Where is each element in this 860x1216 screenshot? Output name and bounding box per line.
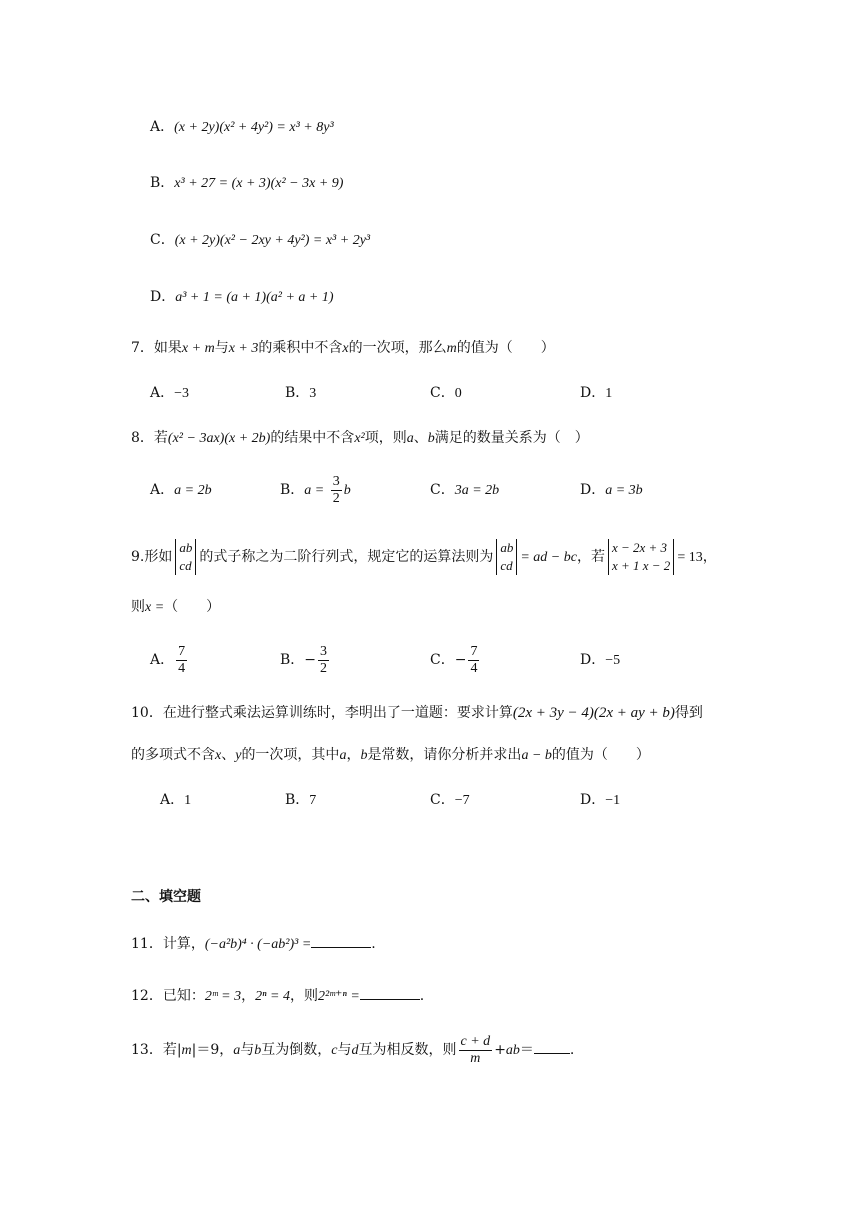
q9-determinant-3: x − 2x + 3 x + 1 x − 2 xyxy=(608,539,674,575)
q9-determinant-1: ab cd xyxy=(175,539,196,575)
q6-option-c: C．(x + 2y)(x² − 2xy + 4y²) = x³ + 2y³ xyxy=(150,232,371,248)
q13-stem: 13．若|m|＝9，a与b互为倒数，c与d互为相反数，则 $\frac{c + d}{m}$ +ab＝ . xyxy=(131,1033,575,1066)
section-fill-in-title: 二、填空题 xyxy=(131,889,201,905)
q7-stem: 7．如果x + m与x + 3的乘积中不含x的一次项，那么m的值为（ ） xyxy=(131,340,555,356)
q8-stem: 8．若(x² − 3ax)(x + 2b)的结果中不含x²项，则a、b满足的数量关系为（ ） xyxy=(131,430,589,446)
q6-option-b: B．x³ + 27 = (x + 3)(x² − 3x + 9) xyxy=(150,175,344,191)
q10-option-a: A．1 xyxy=(160,792,192,808)
q8-option-c: C．3a = 2b xyxy=(430,482,500,498)
q6-option-b-expr: x³ + 27 = (x + 3)(x² − 3x + 9) xyxy=(174,176,344,191)
q9-stem: 9.形如 ab cd 的式子称之为二阶行列式，规定它的运算法则为 ab cd = ad − bc，若 x − 2x + 3 x + 1 x − 2 = 13， xyxy=(131,540,717,573)
q7-option-b: B．3 xyxy=(285,385,317,401)
q8-option-d: D．a = 3b xyxy=(580,482,643,498)
q6-option-c-expr: (x + 2y)(x² − 2xy + 4y²) = x³ + 2y³ xyxy=(174,233,371,248)
q10-stem: 10．在进行整式乘法运算训练时，李明出了一道题：要求计算(2x + 3y − 4)(2x + ay + b)得到 xyxy=(131,705,703,721)
q11-answer-blank[interactable] xyxy=(311,933,371,948)
q10-option-b: B．7 xyxy=(285,792,317,808)
q6-option-d-expr: a³ + 1 = (a + 1)(a² + a + 1) xyxy=(175,290,334,305)
q10-stem-line2: 的多项式不含x、y的一次项，其中a，b是常数，请你分析并求出a − b的值为（ ） xyxy=(131,747,650,763)
q13-fraction: $\frac{c + d}{m}$ xyxy=(460,1033,491,1066)
q11-stem: 11．计算，(−a²b)⁴ · (−ab²)³ = . xyxy=(131,933,376,955)
q10-option-c: C．−7 xyxy=(430,792,470,808)
q8-option-b: B．a = $\frac{3}{2}$ b xyxy=(280,473,351,506)
q9-determinant-2: ab cd xyxy=(496,539,517,575)
q9-option-c: C．− $\frac{7}{4}$ xyxy=(430,643,478,676)
q9-option-d: D．−5 xyxy=(580,652,621,668)
q12-stem: 12．已知：2ᵐ = 3，2ⁿ = 4，则2²ᵐ⁺ⁿ = . xyxy=(131,985,424,1007)
q7-option-a: A．−3 xyxy=(150,385,190,401)
q7-option-c: C．0 xyxy=(430,385,462,401)
q9-option-b: B．− $\frac{3}{2}$ xyxy=(280,643,328,676)
q6-option-a: A．(x + 2y)(x² + 4y²) = x³ + 8y³ xyxy=(150,119,334,135)
q8-option-b-fraction: $\frac{3}{2}$ xyxy=(332,473,340,506)
q7-option-d: D．1 xyxy=(580,385,613,401)
q9-stem-line2: 则x =（ ） xyxy=(131,599,221,615)
q12-answer-blank[interactable] xyxy=(360,985,420,1000)
q8-option-a: A．a = 2b xyxy=(150,482,212,498)
q6-option-a-expr: (x + 2y)(x² + 4y²) = x³ + 8y³ xyxy=(174,120,334,135)
q13-answer-blank[interactable] xyxy=(534,1039,570,1054)
q6-option-d: D．a³ + 1 = (a + 1)(a² + a + 1) xyxy=(150,289,334,305)
q9-option-a: A． $\frac{7}{4}$ xyxy=(150,643,186,676)
q10-option-d: D．−1 xyxy=(580,792,621,808)
